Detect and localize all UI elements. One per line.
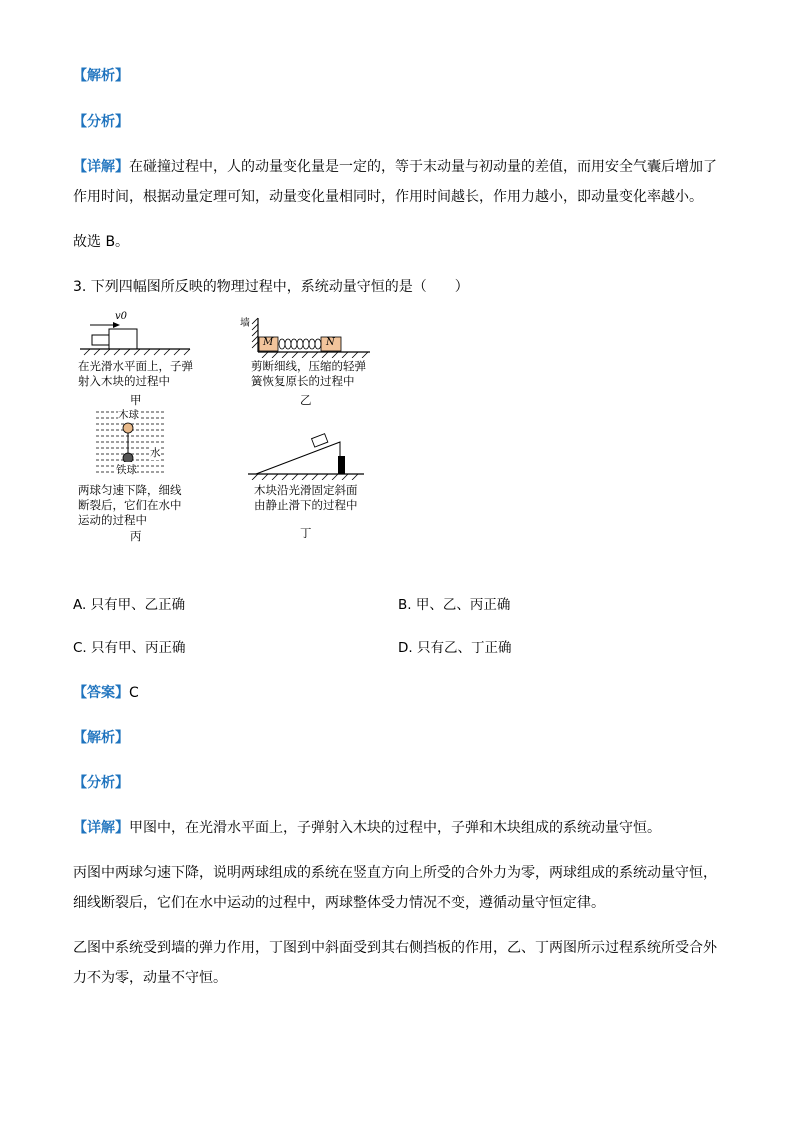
water-label: 水	[150, 447, 161, 459]
detail-heading: 【详解】	[73, 159, 129, 175]
velocity-label: v0	[115, 311, 128, 322]
figure-ding-caption-line2: 由静止滑下的过程中	[254, 498, 358, 512]
block-n-label: N	[326, 337, 335, 348]
answer-heading: 【答案】	[73, 685, 129, 701]
q3-detail-heading: 【详解】	[73, 820, 129, 836]
analysis-heading: 【解析】	[73, 68, 129, 84]
figure-jia-label: 甲	[130, 393, 142, 407]
detail-paragraph-line2: 作用时间，根据动量定理可知，动量变化量相同时，作用时间越长，作用力越小，即动量变化率越小。	[73, 189, 703, 205]
wall-label: 墙	[240, 318, 250, 329]
wood-ball-label: 木球	[118, 409, 139, 421]
q3-analysis-heading: 【解析】	[73, 730, 129, 746]
question-3-stem: 3. 下列四幅图所反映的物理过程中，系统动量守恒的是（ ）	[73, 279, 469, 295]
figure-ding-diagram	[248, 428, 368, 480]
q3-detail-line1	[73, 818, 661, 838]
q3-reasoning-heading: 【分析】	[73, 775, 129, 791]
option-d[interactable]: D. 只有乙、丁正确	[398, 640, 512, 656]
figure-bing-caption-line1: 两球匀速下降，细线	[78, 483, 182, 497]
answer-line	[73, 683, 139, 703]
reasoning-heading: 【分析】	[73, 114, 129, 130]
q3-para3-line2: 力不为零，动量不守恒。	[73, 970, 227, 986]
figure-ding-caption-line1: 木块沿光滑固定斜面	[254, 483, 358, 497]
q3-para2-line1: 丙图中两球匀速下降，说明两球组成的系统在竖直方向上所受的合外力为零，两球组成的系统动量守恒，	[73, 865, 717, 881]
option-a[interactable]: A. 只有甲、乙正确	[73, 597, 186, 613]
answer-choice-text: 故选 B。	[73, 234, 130, 250]
figure-bing-label: 丙	[130, 529, 142, 543]
answer-value: C	[129, 685, 139, 701]
block-m-label: M	[263, 337, 274, 348]
detail-paragraph-line1	[73, 157, 717, 177]
figure-jia-diagram	[80, 312, 200, 356]
q3-para3-line1: 乙图中系统受到墙的弹力作用，丁图到中斜面受到其右侧挡板的作用，乙、丁两图所示过程系统所受合外	[73, 940, 717, 956]
option-c[interactable]: C. 只有甲、丙正确	[73, 640, 186, 656]
figure-jia-caption-line1: 在光滑水平面上，子弹	[78, 359, 193, 373]
iron-ball-label: 铁球	[116, 464, 137, 476]
option-b[interactable]: B. 甲、乙、丙正确	[398, 597, 511, 613]
figure-bing-caption-line2: 断裂后，它们在水中	[78, 498, 182, 512]
q3-detail-text: 甲图中，在光滑水平面上，子弹射入木块的过程中，子弹和木块组成的系统动量守恒。	[129, 820, 661, 836]
figure-ding-label: 丁	[300, 526, 312, 540]
detail-text: 在碰撞过程中，人的动量变化量是一定的，等于末动量与初动量的差值，而用安全气囊后增加了	[129, 159, 717, 175]
figure-yi-caption-line1: 剪断细线，压缩的轻弹	[251, 359, 366, 373]
q3-para2-line2: 细线断裂后，它们在水中运动的过程中，两球整体受力情况不变，遵循动量守恒定律。	[73, 895, 605, 911]
figure-jia-caption-line2: 射入木块的过程中	[78, 374, 170, 388]
figure-yi-label: 乙	[300, 393, 312, 407]
figure-bing-caption-line3: 运动的过程中	[78, 513, 147, 527]
figure-yi-caption-line2: 簧恢复原长的过程中	[251, 374, 355, 388]
